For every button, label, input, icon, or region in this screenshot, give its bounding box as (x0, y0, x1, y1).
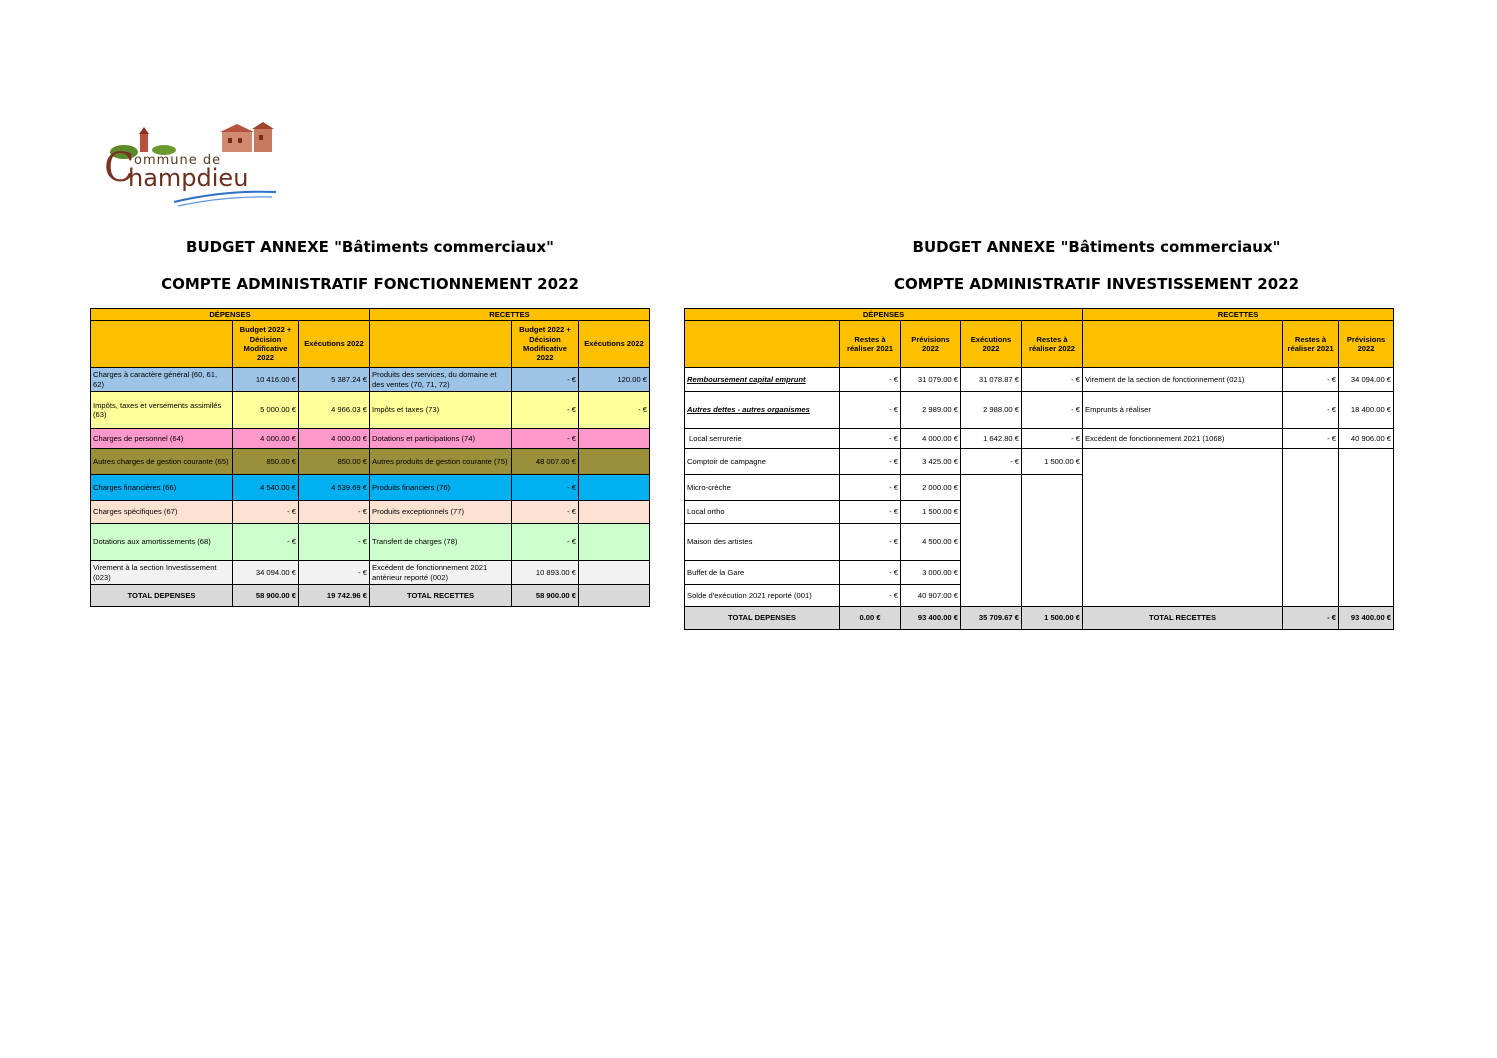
empty-cell (961, 475, 1022, 607)
row-value (579, 524, 650, 561)
row-value: 4 000.00 € (233, 429, 299, 449)
col-budget-header: Budget 2022 + Décision Modificative 2022 (233, 321, 299, 368)
logo (104, 122, 284, 208)
row-label: Comptoir de campagne (685, 449, 840, 475)
col-exec-header: Exécutions 2022 (961, 321, 1022, 368)
left-title: BUDGET ANNEXE "Bâtiments commerciaux" (186, 238, 554, 256)
row-value: 5 000.00 € (233, 392, 299, 429)
row-value: 10 416.00 € (233, 368, 299, 392)
row-label: Impôts, taxes et versements assimilés (63) (91, 392, 233, 429)
row-value: - € (512, 392, 579, 429)
row-value: 34 094.00 € (233, 561, 299, 585)
logo-line2: hampdieu (128, 164, 249, 192)
row-label: Autres dettes - autres organismes (685, 392, 840, 429)
col-rec-prev-header: Prévisions 2022 (1339, 321, 1394, 368)
row-value: - € (233, 501, 299, 524)
row-label: Dotations aux amortissements (68) (91, 524, 233, 561)
table-row (91, 392, 650, 429)
row-value: 3 000.00 € (901, 561, 961, 585)
row-value (579, 449, 650, 475)
col-budget-header: Budget 2022 + Décision Modificative 2022 (512, 321, 579, 368)
right-subtitle: COMPTE ADMINISTRATIF INVESTISSEMENT 2022 (893, 275, 1300, 293)
logo-initial: C (104, 145, 135, 191)
col-prev-header: Prévisions 2022 (901, 321, 961, 368)
total-label: TOTAL RECETTES (370, 585, 512, 607)
row-value: - € (961, 449, 1022, 475)
table-row (685, 368, 1394, 392)
total-value: - € (1283, 607, 1339, 630)
total-row (685, 607, 1394, 630)
row-value: 2 988.00 € (961, 392, 1022, 429)
row-label: Produits des services, du domaine et des ventes (70, 71, 72) (370, 368, 512, 392)
row-label: Charges de personnel (64) (91, 429, 233, 449)
row-value: - € (1283, 368, 1339, 392)
header-blank (91, 321, 233, 368)
recettes-header: RECETTES (370, 309, 650, 321)
table-row (685, 449, 1394, 475)
row-value: - € (233, 524, 299, 561)
row-value: 34 094.00 € (1339, 368, 1394, 392)
row-label: Local ortho (685, 501, 840, 524)
col-rec-restes-header: Restes à réaliser 2021 (1283, 321, 1339, 368)
row-value: - € (840, 475, 901, 501)
row-value: - € (1022, 429, 1083, 449)
total-value: 93 400.00 € (1339, 607, 1394, 630)
table-row (91, 368, 650, 392)
row-value: - € (1022, 368, 1083, 392)
row-value: 40 906.00 € (1339, 429, 1394, 449)
row-label: Produits exceptionnels (77) (370, 501, 512, 524)
table-row (91, 561, 650, 585)
header-blank (685, 321, 840, 368)
row-value: - € (512, 368, 579, 392)
row-value: - € (579, 392, 650, 429)
row-value: - € (840, 585, 901, 607)
logo-line1: ommune de (134, 153, 222, 168)
row-label: Charges financières (66) (91, 475, 233, 501)
row-label: Excédent de fonctionnement 2021 antérieur reporté (002) (370, 561, 512, 585)
row-value: - € (840, 368, 901, 392)
col-exec-header: Exécutions 2022 (299, 321, 370, 368)
header-blank (370, 321, 512, 368)
row-value: 1 642.80 € (961, 429, 1022, 449)
total-row (91, 585, 650, 607)
total-value: 19 742.96 € (299, 585, 370, 607)
total-value: 35 709.67 € (961, 607, 1022, 630)
left-subtitle: COMPTE ADMINISTRATIF FONCTIONNEMENT 2022 (161, 275, 579, 293)
row-value: 4 500.00 € (901, 524, 961, 561)
row-label: Virement de la section de fonctionnement (021) (1083, 368, 1283, 392)
row-label: Micro-crèche (685, 475, 840, 501)
row-value: 31 078.87 € (961, 368, 1022, 392)
table-row (685, 429, 1394, 449)
row-label: Impôts et taxes (73) (370, 392, 512, 429)
row-label: Remboursement capital emprunt (685, 368, 840, 392)
total-value: 0.00 € (840, 607, 901, 630)
empty-cell (1083, 449, 1283, 607)
row-value: - € (299, 561, 370, 585)
row-value: - € (840, 429, 901, 449)
row-value: 1 500.00 € (1022, 449, 1083, 475)
row-value: 850.00 € (233, 449, 299, 475)
row-value: 18 400.00 € (1339, 392, 1394, 429)
row-value: - € (512, 524, 579, 561)
row-value: 4 000.00 € (901, 429, 961, 449)
row-value (579, 475, 650, 501)
total-value (579, 585, 650, 607)
row-label: Produits financiers (76) (370, 475, 512, 501)
row-label: Charges à caractère général (60, 61, 62) (91, 368, 233, 392)
row-value: - € (512, 475, 579, 501)
empty-cell (1022, 475, 1083, 607)
row-value (579, 561, 650, 585)
col-restes2021-header: Restes à réaliser 2021 (840, 321, 901, 368)
row-label: Dotations et participations (74) (370, 429, 512, 449)
row-label: Transfert de charges (78) (370, 524, 512, 561)
row-value: 2 000.00 € (901, 475, 961, 501)
fonctionnement-table (90, 308, 650, 607)
row-value: 850.00 € (299, 449, 370, 475)
row-value: 48 007.00 € (512, 449, 579, 475)
recettes-header: RECETTES (1083, 309, 1394, 321)
row-value: 120.00 € (579, 368, 650, 392)
total-value: 1 500.00 € (1022, 607, 1083, 630)
total-value: 58 900.00 € (233, 585, 299, 607)
row-label: Solde d'exécution 2021 reporté (001) (685, 585, 840, 607)
row-value: 31 079.00 € (901, 368, 961, 392)
row-value: 4 540.00 € (233, 475, 299, 501)
col-restes2022-header: Restes à réaliser 2022 (1022, 321, 1083, 368)
depenses-header: DÉPENSES (685, 309, 1083, 321)
row-value: - € (840, 392, 901, 429)
row-value: 4 539.69 € (299, 475, 370, 501)
row-value: - € (299, 524, 370, 561)
row-label: Maison des artistes (685, 524, 840, 561)
row-label: Excédent de fonctionnement 2021 (1068) (1083, 429, 1283, 449)
row-label: Local serrurerie (685, 429, 840, 449)
row-value: - € (840, 524, 901, 561)
row-value: 1 500.00 € (901, 501, 961, 524)
row-value: - € (1283, 429, 1339, 449)
row-value: 40 907.00 € (901, 585, 961, 607)
row-value: 4 966.03 € (299, 392, 370, 429)
row-value: - € (512, 429, 579, 449)
row-label: Autres produits de gestion courante (75) (370, 449, 512, 475)
row-value: 5 387.24 € (299, 368, 370, 392)
investissement-table (684, 308, 1394, 630)
row-value: - € (1283, 392, 1339, 429)
total-value: 93 400.00 € (901, 607, 961, 630)
empty-cell (1283, 449, 1339, 607)
right-title: BUDGET ANNEXE "Bâtiments commerciaux" (912, 238, 1281, 256)
header-blank (1083, 321, 1283, 368)
row-value: - € (299, 501, 370, 524)
row-value: 2 989.00 € (901, 392, 961, 429)
total-label: TOTAL DEPENSES (91, 585, 233, 607)
table-row (91, 449, 650, 475)
table-row (91, 475, 650, 501)
row-label: Charges spécifiques (67) (91, 501, 233, 524)
table-row (91, 524, 650, 561)
total-label: TOTAL DEPENSES (685, 607, 840, 630)
col-exec-header: Exécutions 2022 (579, 321, 650, 368)
table-row (91, 429, 650, 449)
total-label: TOTAL RECETTES (1083, 607, 1283, 630)
table-row (91, 501, 650, 524)
row-value: - € (512, 501, 579, 524)
row-value: - € (840, 561, 901, 585)
row-value: 3 425.00 € (901, 449, 961, 475)
total-value: 58 900.00 € (512, 585, 579, 607)
row-value: 10 893.00 € (512, 561, 579, 585)
row-value (579, 501, 650, 524)
row-value: 4 000.00 € (299, 429, 370, 449)
depenses-header: DÉPENSES (91, 309, 370, 321)
row-value (579, 429, 650, 449)
row-value: - € (840, 449, 901, 475)
row-label: Virement à la section Investissement (023) (91, 561, 233, 585)
row-label: Emprunts à réaliser (1083, 392, 1283, 429)
row-value: - € (1022, 392, 1083, 429)
empty-cell (1339, 449, 1394, 607)
row-value: - € (840, 501, 901, 524)
row-label: Buffet de la Gare (685, 561, 840, 585)
table-row (685, 392, 1394, 429)
row-label: Autres charges de gestion courante (65) (91, 449, 233, 475)
